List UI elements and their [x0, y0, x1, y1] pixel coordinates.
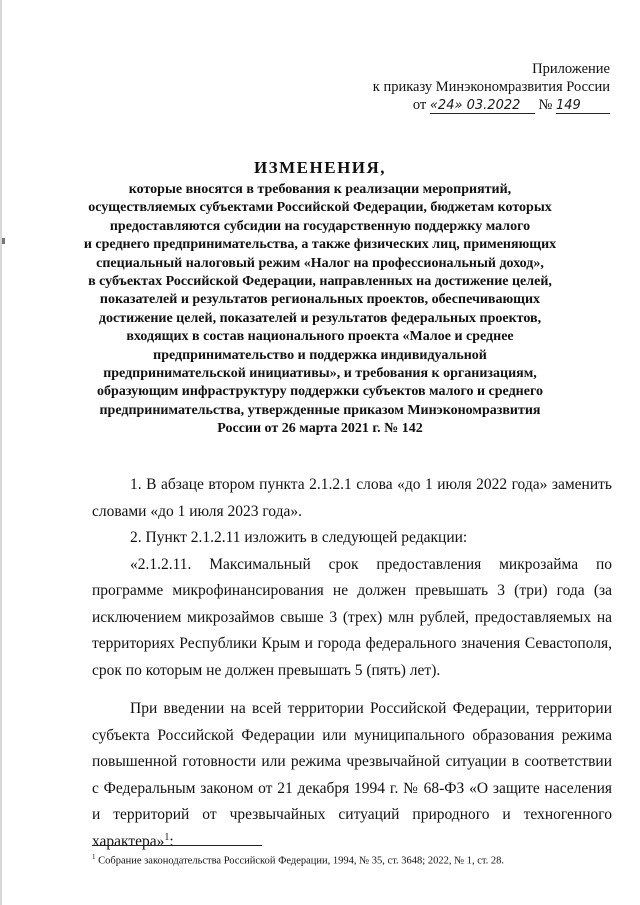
- appendix-order-ref: к приказу Минэкономразвития России: [372, 79, 610, 95]
- appendix-date-line: [340, 96, 610, 114]
- handwritten-date: «24» 03.2022: [430, 99, 535, 114]
- appendix-title: Приложение: [532, 61, 610, 77]
- document-body: [92, 472, 612, 855]
- date-prefix: от: [412, 97, 427, 113]
- subtitle-line: и среднего предпринимательства, а также физических лиц, применяющих: [83, 237, 557, 253]
- footnote-divider: [92, 845, 262, 846]
- subtitle-line: осуществляемых субъектами Российской Федерации, бюджетам которых: [88, 200, 552, 216]
- footnote: [92, 851, 612, 868]
- footnote-text: Собрание законодательства Российской Федерации, 1994, № 35, ст. 3648; 2022, № 1, ст. 28.: [98, 855, 505, 867]
- subtitle-line: предпринимательства, утвержденные приказом Минэкономразвития: [99, 402, 541, 418]
- paragraph-2: 2. Пункт 2.1.2.11 изложить в следующей редакции:: [130, 529, 468, 546]
- paragraph-4-text: При введении на всей территории Российской Федерации, территории субъекта Российской Федерации или муниципального образования режима повышенной готовности или режима чрезвычайной ситуации в соответствии с Федеральным законом от 21 декабря 1994 г. № 68-ФЗ «О защите населения и территорий от чрезвычайных ситуаций природного и техногенного характера»: [92, 700, 612, 850]
- paragraph-1: 1. В абзаце втором пункта 2.1.2.1 слова «до 1 июля 2022 года» заменить словами «до 1 июля 2023 года».: [92, 476, 612, 520]
- document-subtitle: [72, 181, 568, 439]
- paragraph-4-tail: :: [169, 832, 174, 850]
- subtitle-line: предоставляются субсидии на государственную поддержку малого: [109, 218, 531, 234]
- subtitle-line: специальный налоговый режим «Налог на профессиональный доход»,: [96, 255, 544, 271]
- subtitle-line: которые вносятся в требования к реализации мероприятий,: [128, 182, 512, 197]
- page-edge-mark: [0, 0, 2, 905]
- footnote-marker: 1: [92, 853, 96, 861]
- paragraph-4: [92, 696, 612, 855]
- subtitle-line: в субъектах Российской Федерации, направленных на достижение целей,: [88, 274, 552, 290]
- subtitle-line: показателей и результатов региональных проектов, обеспечивающих: [99, 292, 541, 308]
- subtitle-line: достижение целей, показателей и результатов федеральных проектов,: [98, 310, 542, 326]
- handwritten-number: 149: [556, 99, 610, 114]
- scan-mark: [2, 238, 5, 244]
- subtitle-line: входящих в состав национального проекта «Малое и среднее: [126, 329, 514, 345]
- subtitle-line: России от 26 марта 2021 г. № 142: [217, 421, 423, 437]
- number-sign: №: [538, 97, 553, 113]
- document-title: ИЗМЕНЕНИЯ,: [253, 158, 387, 177]
- footnote-reference: 1: [164, 831, 170, 843]
- subtitle-line: образующим инфраструктуру поддержки субъектов малого и среднего: [97, 384, 543, 400]
- subtitle-line: предпринимательской инициативы», и требования к организациям,: [103, 366, 537, 382]
- appendix-block: [340, 60, 610, 114]
- paragraph-3: «2.1.2.11. Максимальный срок предоставления микрозайма по программе микрофинансирования не должен превышать 3 (три) года (за исключением микрозаймов свыше 3 (трех) млн рублей, предоставляемых на территориях Республики Крым и города федерального значения Севастополя, срок по которым не должен превышать 5 (пять) лет).: [92, 555, 612, 679]
- subtitle-line: предпринимательство и поддержка индивидуальной: [153, 347, 487, 363]
